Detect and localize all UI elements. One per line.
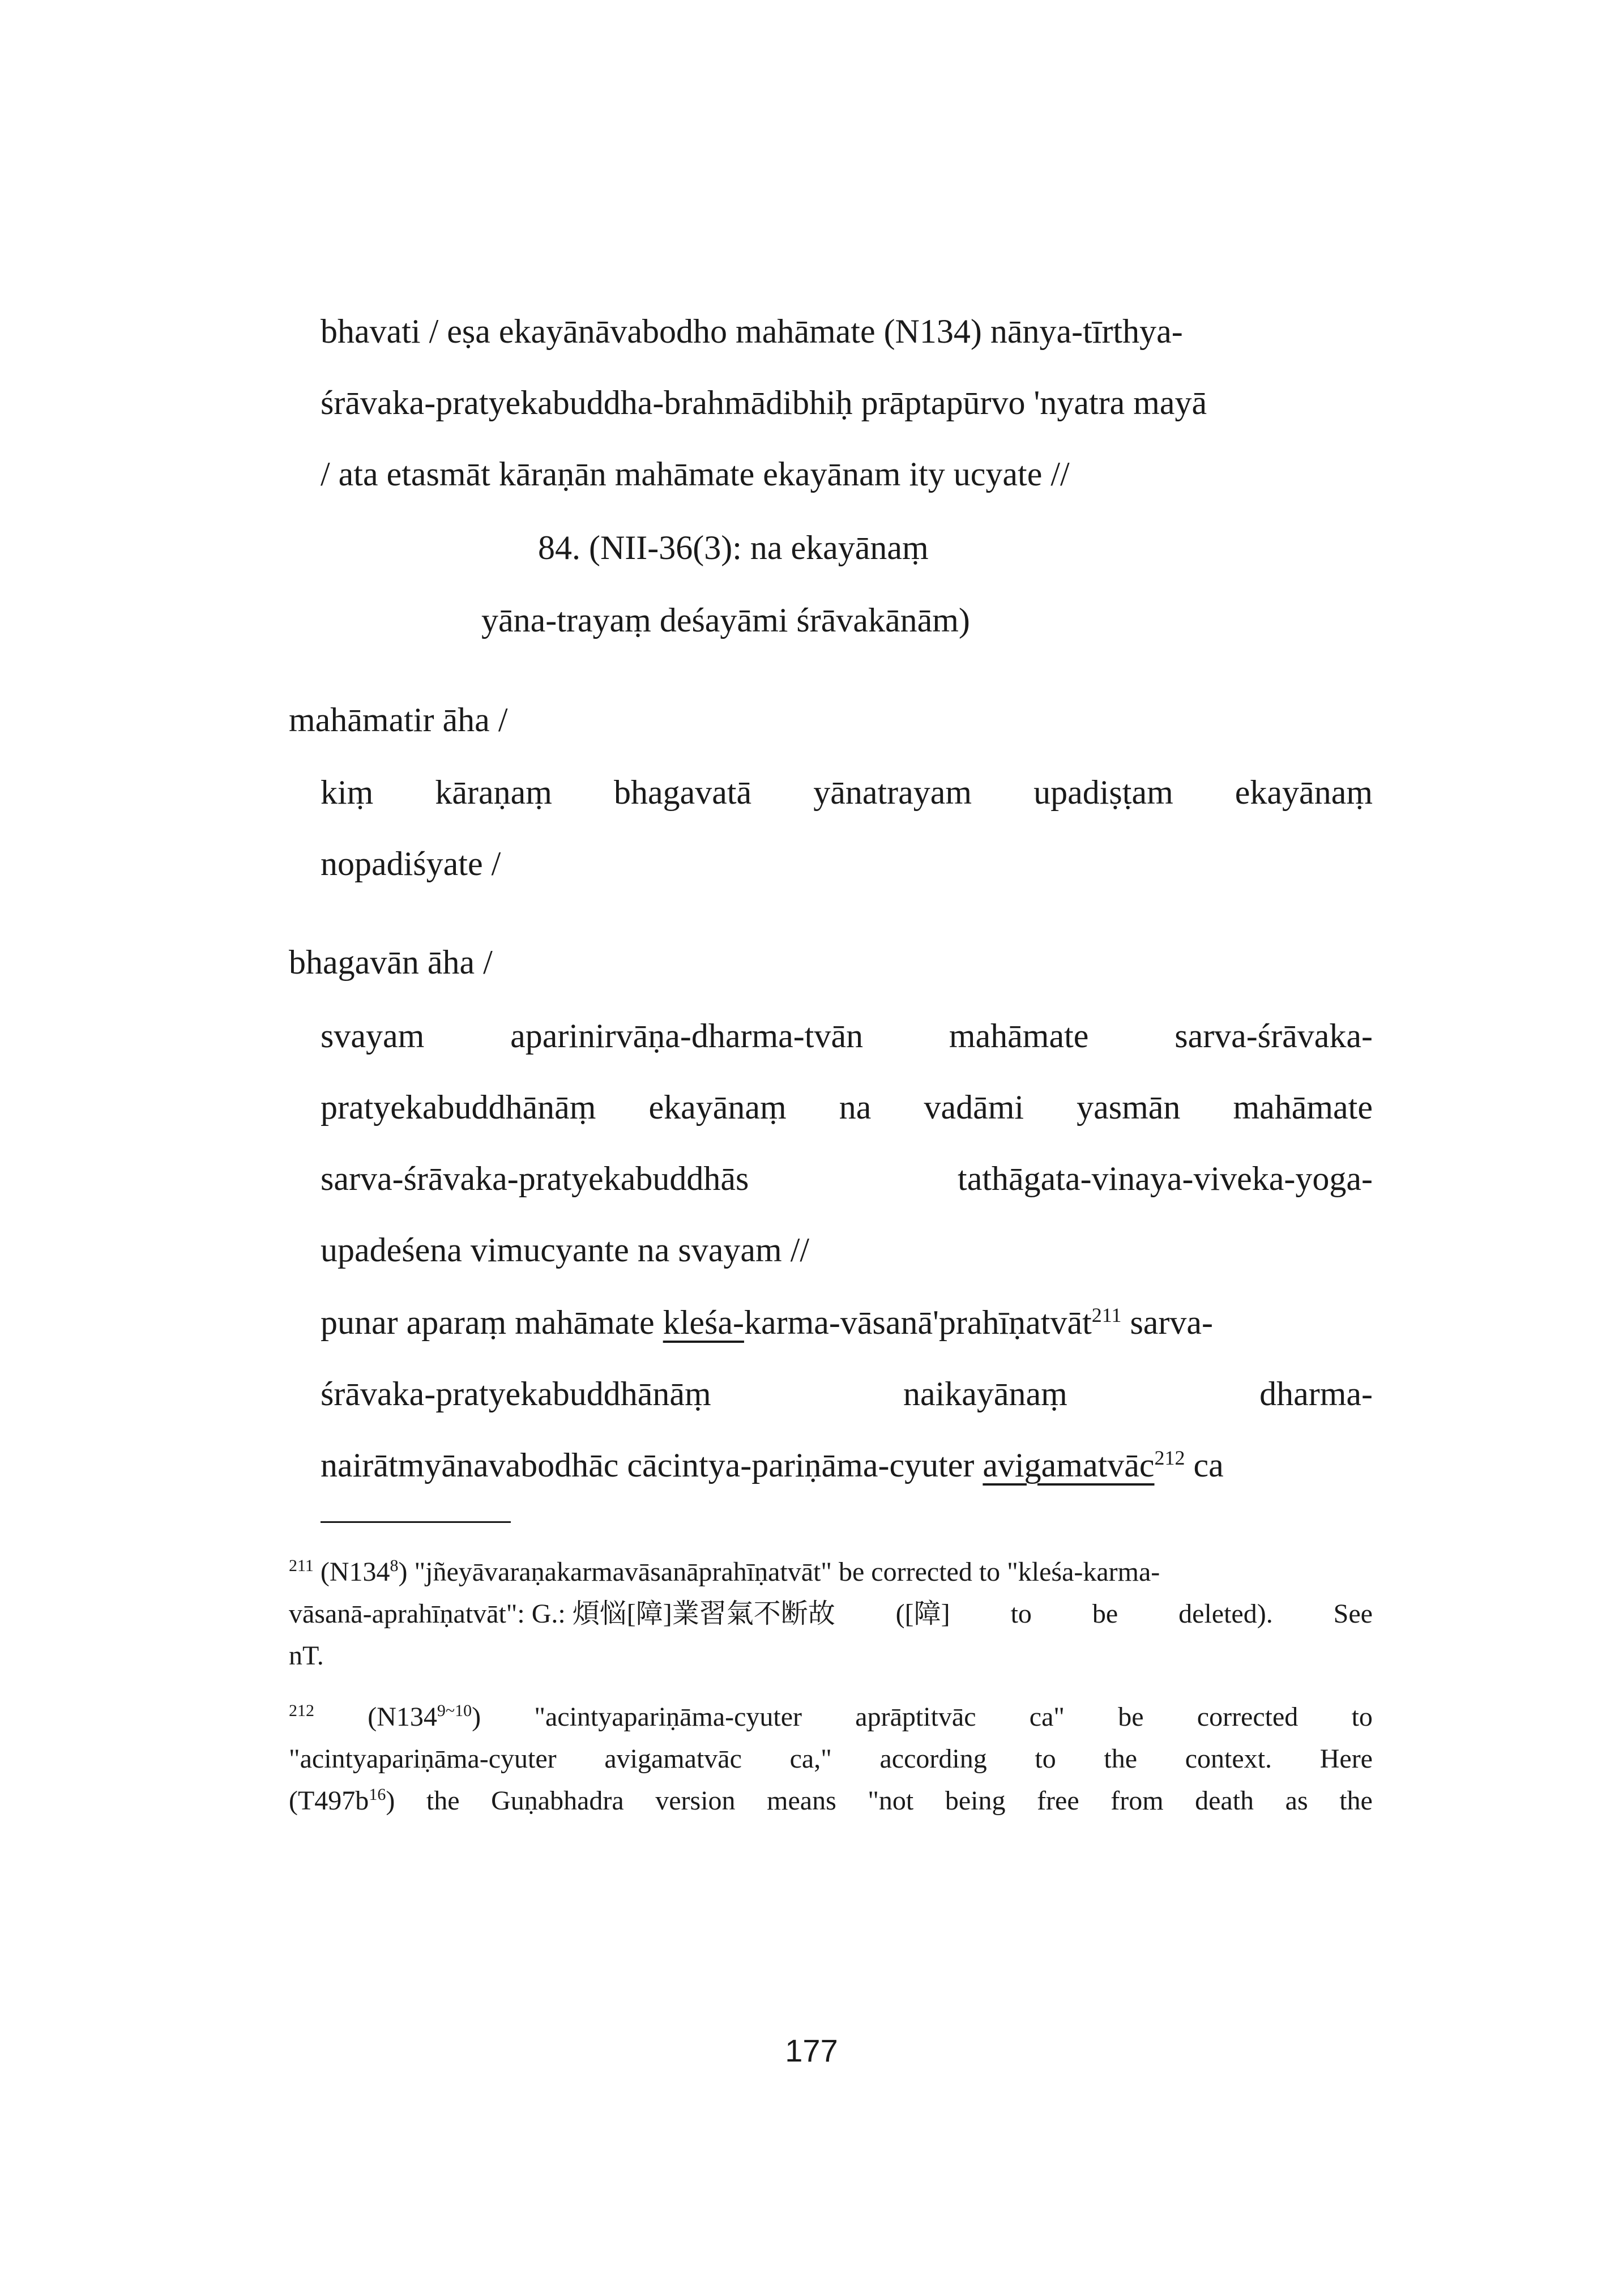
word: mahāmate <box>949 1017 1089 1055</box>
text: (T497b <box>289 1786 369 1816</box>
word: be <box>1092 1599 1118 1629</box>
word: to <box>1035 1744 1056 1774</box>
footnote-211-line-3: nT. <box>289 1641 324 1671</box>
word <box>289 1781 395 1821</box>
text: ca <box>1185 1446 1224 1484</box>
footnote-number: 212 <box>289 1701 314 1720</box>
word: as <box>1285 1786 1308 1816</box>
text: karma-vāsanā'prahīṇatvāt <box>744 1304 1092 1341</box>
page-number: 177 <box>785 2033 838 2068</box>
word: aparinirvāṇa-dharma-tvān <box>510 1017 864 1055</box>
word: See <box>1333 1599 1373 1629</box>
word: na <box>839 1089 872 1126</box>
text: ) <box>386 1786 395 1816</box>
footnote-ref-211: 211 <box>1091 1304 1122 1326</box>
word: to <box>1351 1702 1373 1732</box>
superscript: 9~10 <box>437 1701 472 1720</box>
question-line-2: nopadiśyate / <box>321 845 501 882</box>
word: kāraṇaṃ <box>435 774 552 811</box>
text: (N134 <box>368 1702 437 1732</box>
word: according <box>879 1744 987 1774</box>
word: naikayānaṃ <box>903 1375 1067 1412</box>
body-line-3: / ata etasmāt kāraṇān mahāmate ekayānam ity ucyate // <box>321 455 1070 493</box>
text: sarva- <box>1121 1304 1214 1341</box>
paragraph2-line-3 <box>321 1444 1224 1486</box>
word: sarva-śrāvaka-pratyekabuddhās <box>321 1160 749 1197</box>
word: mahāmate <box>1233 1089 1373 1126</box>
word: ca" <box>1029 1702 1065 1732</box>
word: pratyekabuddhānāṃ <box>321 1089 596 1126</box>
text: punar aparaṃ mahāmate <box>321 1304 663 1341</box>
text: nairātmyānavabodhāc cācintya-pariṇāma-cyuter <box>321 1446 983 1484</box>
speaker-bhagavan: bhagavān āha / <box>289 944 493 981</box>
footnote-number-group <box>289 1697 314 1738</box>
section-heading-line-1: 84. (NII-36(3): na ekayānaṃ <box>538 529 929 566</box>
word: "not <box>868 1786 914 1816</box>
word: context. <box>1185 1744 1272 1774</box>
answer-line-2 <box>321 1086 1373 1128</box>
superscript: 16 <box>369 1785 386 1804</box>
word: ekayānaṃ <box>648 1089 787 1126</box>
word: be <box>1118 1702 1144 1732</box>
word: the <box>426 1786 460 1816</box>
word: being <box>945 1786 1006 1816</box>
word: tathāgata-vinaya-viveka-yoga- <box>958 1160 1373 1197</box>
word: yasmān <box>1077 1089 1181 1126</box>
text: ) <box>472 1702 481 1732</box>
word: avigamatvāc <box>604 1744 742 1774</box>
text: (N134 <box>320 1557 390 1587</box>
word: kiṃ <box>321 774 374 811</box>
word: ekayānaṃ <box>1235 774 1373 811</box>
body-line-1: bhavati / eṣa ekayānāvabodho mahāmate (N134) nānya-tīrthya- <box>321 313 1183 350</box>
footnote-divider <box>321 1521 511 1523</box>
text: ) "jñeyāvaraṇakarmavāsanāprahīṇatvāt" be corrected to "kleśa-karma- <box>398 1557 1160 1587</box>
word: upadiṣṭam <box>1033 774 1173 811</box>
answer-line-4: upadeśena vimucyante na svayam // <box>321 1231 810 1269</box>
word: bhagavatā <box>613 774 752 811</box>
underlined-word-klesa: kleśa- <box>663 1304 744 1341</box>
word: deleted). <box>1178 1599 1273 1629</box>
word: vadāmi <box>924 1089 1024 1126</box>
word: "acintyapariṇāma-cyuter <box>289 1744 557 1774</box>
word: corrected <box>1197 1702 1299 1732</box>
word: ([障] <box>895 1599 950 1629</box>
word: the <box>1104 1744 1138 1774</box>
footnote-number: 211 <box>289 1556 314 1575</box>
answer-line-1 <box>321 1015 1373 1057</box>
speaker-mahamati: mahāmatir āha / <box>289 701 508 739</box>
word: ca," <box>789 1744 832 1774</box>
footnote-211-line-2 <box>289 1594 1373 1634</box>
word <box>368 1697 481 1738</box>
word: to <box>1010 1599 1032 1629</box>
footnote-212-line-2 <box>289 1739 1373 1779</box>
word: Here <box>1319 1744 1373 1774</box>
word: sarva-śrāvaka- <box>1174 1017 1373 1055</box>
answer-line-3 <box>321 1158 1373 1200</box>
word: vāsanā-aprahīṇatvāt": G.: 煩悩[障]業習氣不断故 <box>289 1599 835 1629</box>
word: from <box>1111 1786 1164 1816</box>
underlined-word-avigamatvac: avigamatvāc <box>983 1446 1155 1484</box>
word: the <box>1339 1786 1373 1816</box>
word: yānatrayam <box>813 774 972 811</box>
word: svayam <box>321 1017 425 1055</box>
body-line-2: śrāvaka-pratyekabuddha-brahmādibhiḥ prāptapūrvo 'nyatra mayā <box>321 384 1207 421</box>
paragraph2-line-2 <box>321 1373 1373 1415</box>
word: "acintyapariṇāma-cyuter <box>534 1702 802 1732</box>
word: Guṇabhadra <box>491 1786 624 1816</box>
footnote-212-line-1 <box>289 1697 1373 1738</box>
footnote-212-line-3 <box>289 1781 1373 1821</box>
word: version <box>655 1786 736 1816</box>
question-line-1 <box>321 771 1373 813</box>
word: free <box>1037 1786 1079 1816</box>
footnote-ref-212: 212 <box>1154 1446 1185 1469</box>
word: aprāptitvāc <box>855 1702 976 1732</box>
word: means <box>767 1786 836 1816</box>
word: śrāvaka-pratyekabuddhānāṃ <box>321 1375 711 1412</box>
superscript: 8 <box>390 1556 399 1575</box>
paragraph2-line-1 <box>321 1301 1213 1343</box>
section-heading-line-2: yāna-trayaṃ deśayāmi śrāvakānām) <box>481 601 970 639</box>
word: death <box>1195 1786 1254 1816</box>
footnote-211-line-1 <box>289 1552 1160 1593</box>
word: dharma- <box>1259 1375 1373 1412</box>
